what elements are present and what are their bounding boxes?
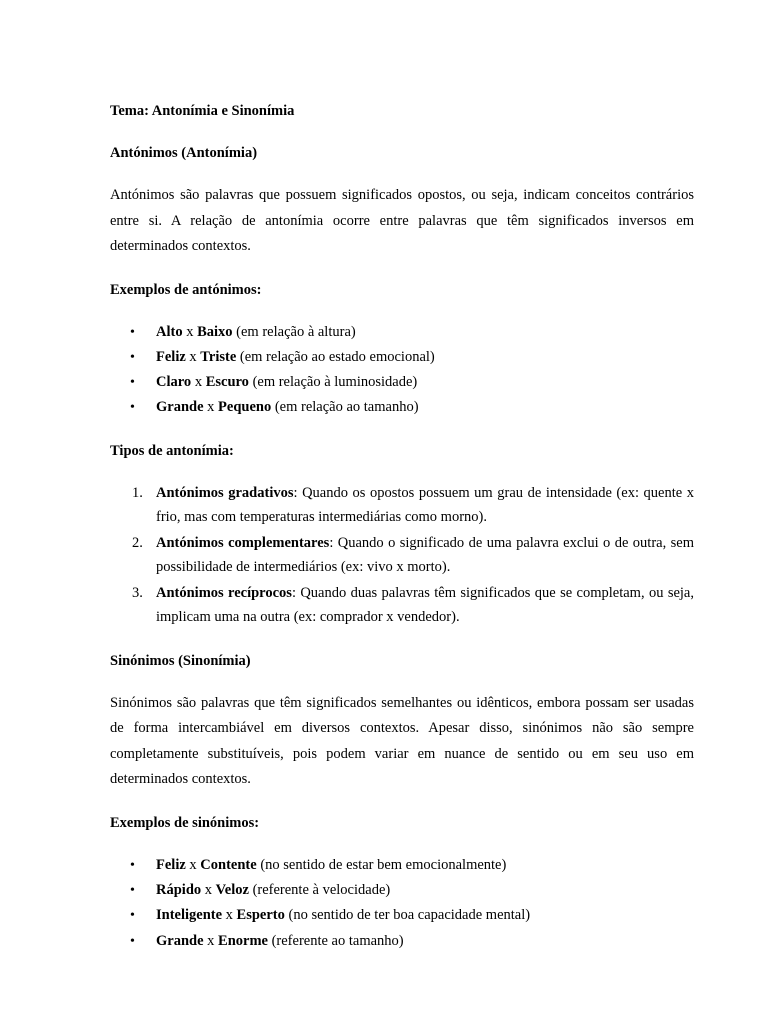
antonym-types-list bbox=[110, 481, 694, 630]
bullet-icon: • bbox=[130, 882, 135, 898]
antonyms-examples-list bbox=[110, 320, 694, 421]
antonyms-examples-heading: Exemplos de antónimos: bbox=[110, 281, 262, 298]
document-content bbox=[110, 98, 694, 954]
list-item: • Feliz x Contente (no sentido de estar bem emocionalmente) bbox=[110, 853, 694, 878]
synonyms-heading: Sinónimos (Sinonímia) bbox=[110, 652, 251, 669]
list-item: • Claro x Escuro (em relação à luminosidade) bbox=[110, 370, 694, 395]
synonyms-examples-heading: Exemplos de sinónimos: bbox=[110, 814, 260, 831]
list-item: • Rápido x Veloz (referente à velocidade) bbox=[110, 878, 694, 903]
list-item: • Feliz x Triste (em relação ao estado emocional) bbox=[110, 345, 694, 370]
list-item: • Grande x Pequeno (em relação ao tamanho) bbox=[110, 395, 694, 420]
bullet-icon: • bbox=[130, 908, 135, 924]
bullet-icon: • bbox=[130, 400, 135, 416]
bullet-icon: • bbox=[130, 349, 135, 365]
antonyms-paragraph: Antónimos são palavras que possuem significados opostos, ou seja, indicam conceitos contrários entre si. A relação de antonímia ocorre entre palavras que têm significados inversos em determinados contextos. bbox=[110, 187, 694, 254]
synonyms-examples-list bbox=[110, 853, 694, 954]
synonyms-paragraph: Sinónimos são palavras que têm significados semelhantes ou idênticos, embora possam ser usadas de forma intercambiável em diversos contextos. Apesar disso, sinónimos não são sempre completamente substituíveis, pois podem variar em nuance de sentido ou em seu uso em determinados contextos. bbox=[110, 694, 694, 788]
antonym-types-heading: Tipos de antonímia: bbox=[110, 442, 234, 459]
list-item: • Inteligente x Esperto (no sentido de ter boa capacidade mental) bbox=[110, 903, 694, 928]
list-item: 2. Antónimos complementares: Quando o significado de uma palavra exclui o de outra, sem possibilidade de intermediários (ex: vivo x morto). bbox=[132, 534, 694, 576]
bullet-icon: • bbox=[130, 857, 135, 873]
list-item: • Grande x Enorme (referente ao tamanho) bbox=[110, 929, 694, 954]
list-item: 3. Antónimos recíprocos: Quando duas palavras têm significados que se completam, ou seja, implicam uma na outra (ex: comprador x vendedor). bbox=[132, 584, 694, 626]
bullet-icon: • bbox=[130, 933, 135, 949]
list-item: 1. Antónimos gradativos: Quando os opostos possuem um grau de intensidade (ex: quente x frio, mas com temperaturas intermediárias como morno). bbox=[132, 484, 694, 526]
document-title: Tema: Antonímia e Sinonímia bbox=[110, 103, 295, 119]
antonyms-heading: Antónimos (Antonímia) bbox=[110, 145, 258, 161]
bullet-icon: • bbox=[130, 324, 135, 340]
list-item: • Alto x Baixo (em relação à altura) bbox=[110, 320, 694, 345]
bullet-icon: • bbox=[130, 375, 135, 391]
